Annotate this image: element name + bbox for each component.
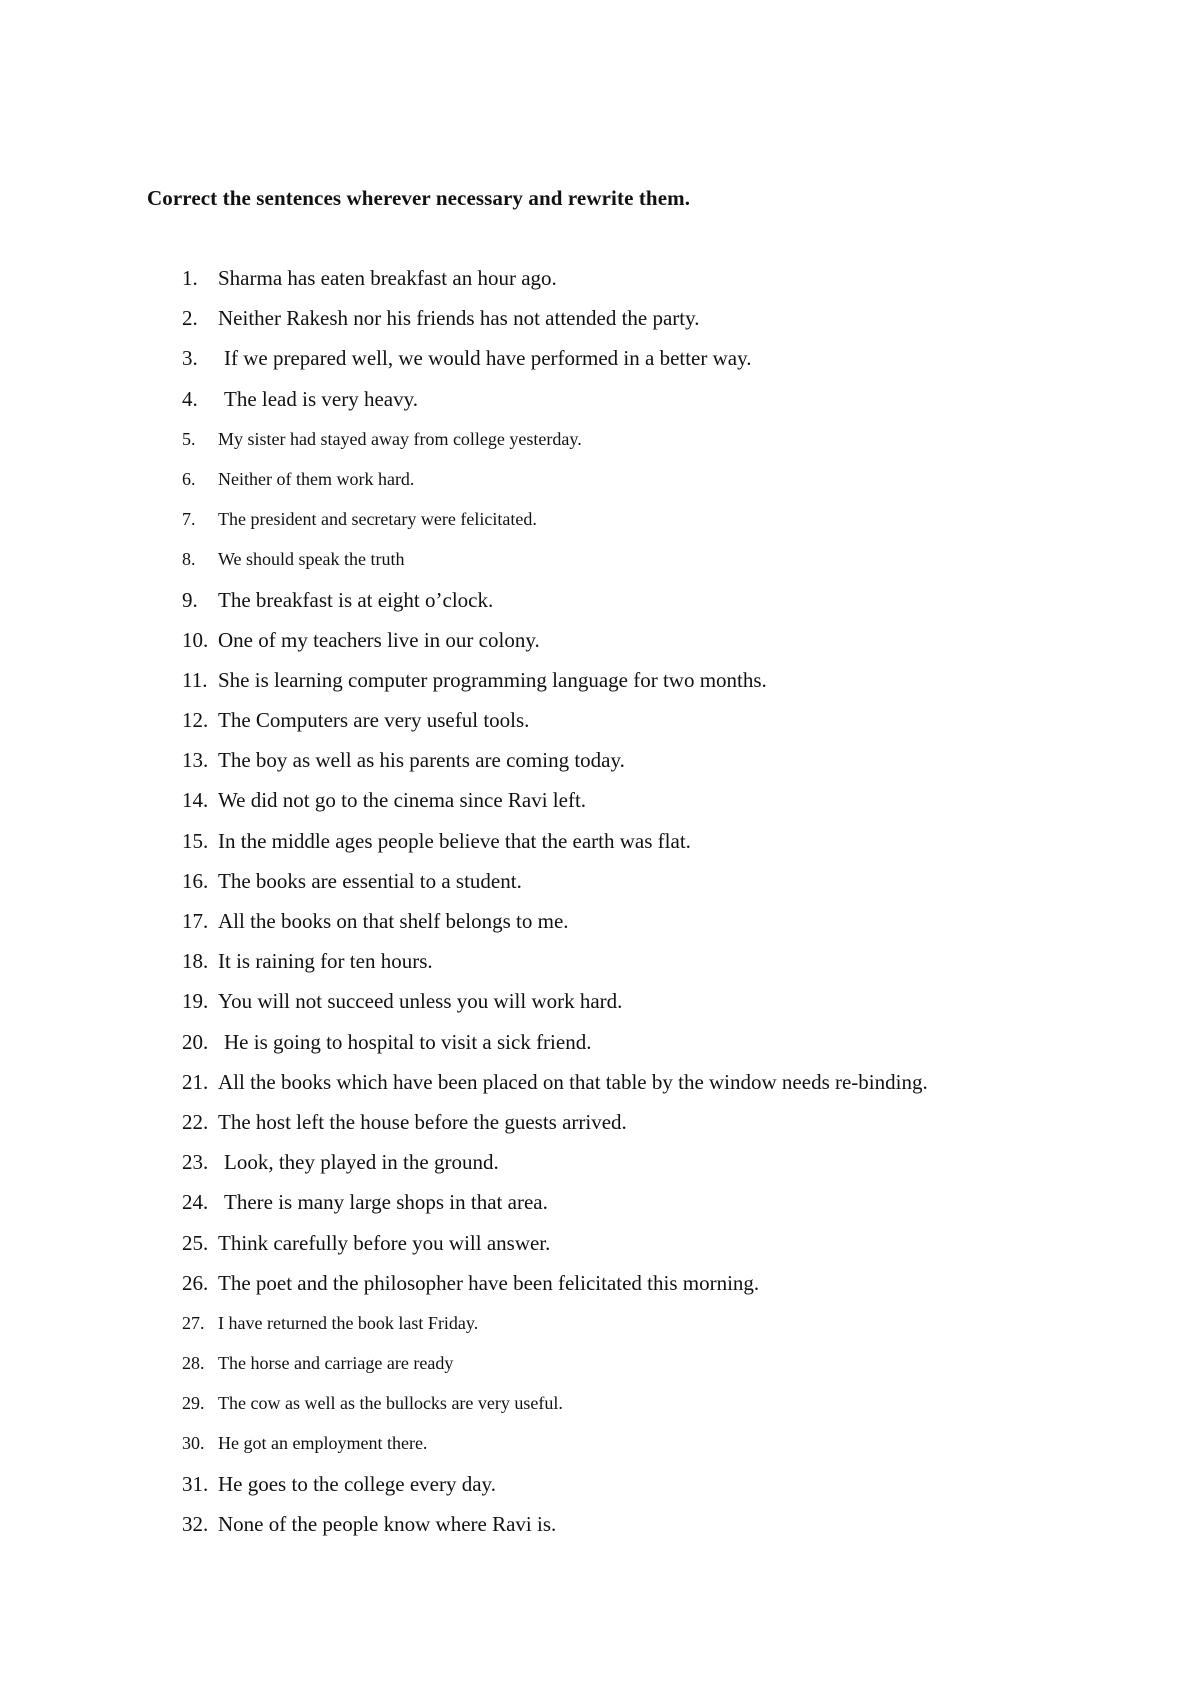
item-number: 9. [182,587,198,612]
item-text: You will not succeed unless you will work hard. [218,989,623,1014]
list-item [182,464,928,504]
list-item [182,745,928,785]
item-number: 25. [182,1230,209,1255]
item-number: 1. [182,266,198,290]
item-number: 30. [182,1433,205,1454]
list-item [182,504,928,544]
item-text: All the books on that shelf belongs to me. [218,909,569,933]
item-number: 17. [182,909,209,933]
item-text: He goes to the college every day. [218,1471,496,1496]
list-item [182,585,928,625]
item-number: 8. [182,549,196,570]
item-text: One of my teachers live in our colony. [218,627,540,652]
item-number: 3. [182,346,198,371]
item-number: 15. [182,828,209,853]
list-item [182,1027,928,1067]
item-number: 6. [182,468,196,489]
item-text: The boy as well as his parents are coming today. [218,748,625,773]
item-number: 16. [182,868,209,893]
item-number: 24. [182,1190,209,1215]
list-item [182,1228,928,1268]
item-text: The breakfast is at eight o’clock. [218,587,494,612]
item-text: It is raining for ten hours. [218,949,433,974]
item-text: I have returned the book last Friday. [218,1312,479,1333]
item-text: The poet and the philosopher have been felicitated this morning. [218,1270,760,1295]
item-text: Think carefully before you will answer. [218,1230,551,1255]
list-item [182,1268,928,1308]
item-text: Neither of them work hard. [218,468,415,489]
item-number: 13. [182,748,209,773]
item-text: We should speak the truth [218,549,405,570]
item-number: 4. [182,386,198,411]
page-title: Correct the sentences wherever necessary and rewrite them. [147,186,691,210]
item-text: He got an employment there. [218,1433,428,1454]
item-number: 12. [182,708,209,733]
item-number: 27. [182,1312,205,1333]
list-item [182,1107,928,1147]
list-item [182,946,928,986]
list-item [182,1428,928,1468]
item-number: 20. [182,1029,209,1054]
item-text: He is going to hospital to visit a sick friend. [224,1029,592,1054]
list-item [182,785,928,825]
list-item [182,424,928,464]
item-number: 14. [182,788,209,813]
item-number: 23. [182,1150,209,1175]
item-text: None of the people know where Ravi is. [218,1511,557,1536]
item-number: 32. [182,1511,209,1536]
list-item [182,906,928,946]
item-text: In the middle ages people believe that the earth was flat. [218,828,691,853]
list-item [182,263,928,303]
list-item [182,826,928,866]
item-text: We did not go to the cinema since Ravi left. [218,788,587,813]
list-item [182,1147,928,1187]
sentence-list [182,263,928,1549]
list-item [182,665,928,705]
item-number: 29. [182,1393,205,1414]
item-text: The horse and carriage are ready [218,1353,454,1374]
item-text: There is many large shops in that area. [224,1190,548,1215]
item-number: 10. [182,627,209,652]
list-item [182,343,928,383]
list-item [182,866,928,906]
item-text: Look, they played in the ground. [224,1150,499,1175]
list-item [182,1388,928,1428]
item-number: 21. [182,1069,209,1094]
item-number: 5. [182,428,196,449]
item-text: Sharma has eaten breakfast an hour ago. [218,266,557,290]
item-number: 18. [182,949,209,974]
item-text: She is learning computer programming language for two months. [218,667,767,692]
item-number: 26. [182,1270,209,1295]
list-item [182,625,928,665]
list-item [182,544,928,584]
item-number: 28. [182,1353,205,1374]
item-number: 11. [182,667,208,692]
list-item [182,1509,928,1549]
item-number: 19. [182,989,209,1014]
list-item [182,1348,928,1388]
item-text: The lead is very heavy. [224,386,418,411]
item-text: My sister had stayed away from college yesterday. [218,428,582,449]
item-text: The cow as well as the bullocks are very useful. [218,1393,563,1414]
list-item [182,705,928,745]
item-number: 31. [182,1471,209,1496]
item-text: The host left the house before the guests arrived. [218,1109,627,1134]
list-item [182,303,928,343]
item-text: If we prepared well, we would have performed in a better way. [224,346,752,371]
item-text: The Computers are very useful tools. [218,708,530,733]
list-item [182,1469,928,1509]
list-item [182,1187,928,1227]
item-text: Neither Rakesh nor his friends has not attended the party. [218,306,700,331]
item-text: The books are essential to a student. [218,868,522,893]
item-text: All the books which have been placed on that table by the window needs re-binding. [218,1069,928,1094]
list-item [182,1067,928,1107]
list-item [182,1308,928,1348]
item-number: 22. [182,1109,209,1134]
list-item [182,384,928,424]
item-number: 2. [182,306,198,331]
item-number: 7. [182,509,196,530]
item-text: The president and secretary were felicitated. [218,509,537,530]
list-item [182,986,928,1026]
